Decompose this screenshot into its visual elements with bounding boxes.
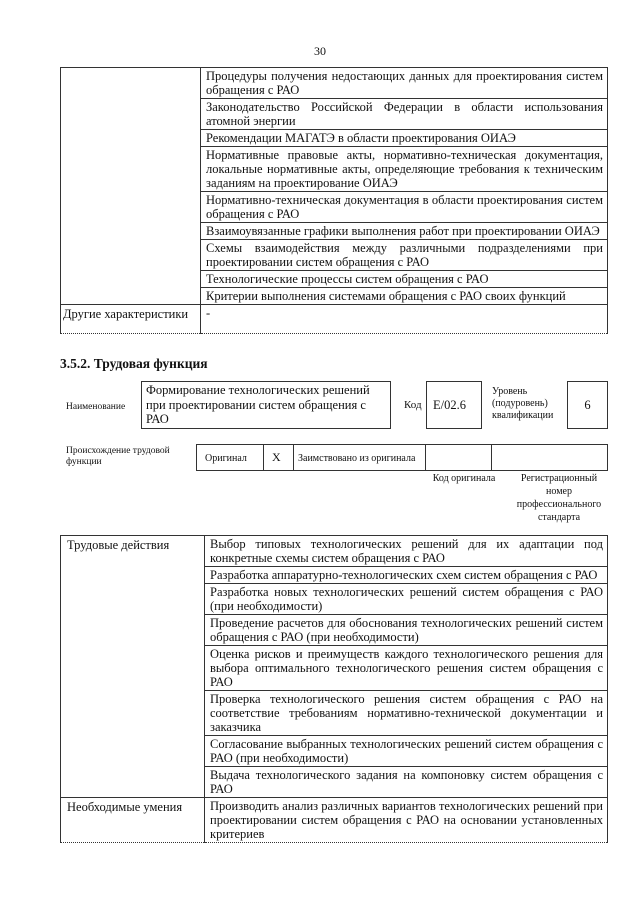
code-original-caption: Код оригинала bbox=[432, 473, 496, 484]
code-label: Код bbox=[404, 399, 422, 411]
action-item: Выдача технологического задания на компоновку систем обращения с РАО bbox=[205, 767, 608, 798]
origin-table bbox=[196, 444, 608, 471]
divider bbox=[263, 445, 264, 470]
divider bbox=[293, 445, 294, 470]
action-item: Проведение расчетов для обоснования технологических решений систем обращения с РАО (при необходимости) bbox=[205, 615, 608, 646]
borrowed-label: Заимствовано из оригинала bbox=[298, 453, 416, 464]
level-label: Уровень (подуровень) квалификации bbox=[492, 386, 554, 421]
table-row bbox=[61, 305, 608, 334]
other-characteristics-value: - bbox=[201, 305, 608, 334]
knowledge-item: Нормативные правовые акты, нормативно-техническая документация, локальные нормативные акты, определяющие требования к техническим заданиям на проектирование ОИАЭ bbox=[201, 147, 608, 192]
name-label: Наименование bbox=[66, 402, 126, 412]
other-characteristics-label: Другие характеристики bbox=[61, 305, 201, 334]
original-label: Оригинал bbox=[205, 453, 247, 464]
skill-item: Производить анализ различных вариантов технологических решений при проектировании систем обращения с РАО на основании установленных критериев bbox=[205, 798, 608, 843]
skills-label: Необходимые умения bbox=[61, 798, 205, 843]
table-row bbox=[61, 68, 608, 99]
original-mark: X bbox=[272, 450, 281, 464]
section-title: 3.5.2. Трудовая функция bbox=[60, 356, 208, 371]
knowledge-item: Процедуры получения недостающих данных для проектирования систем обращения с РАО bbox=[201, 68, 608, 99]
page-number: 30 bbox=[314, 44, 326, 58]
divider bbox=[425, 445, 426, 470]
knowledge-item: Технологические процессы систем обращения с РАО bbox=[201, 271, 608, 288]
function-name-box: Формирование технологических решений при проектировании систем обращения с РАО bbox=[141, 381, 391, 429]
reg-number-caption: Регистрационный номер профессионального стандарта bbox=[516, 473, 602, 523]
action-item: Разработка новых технологических решений систем обращения с РАО (при необходимости) bbox=[205, 584, 608, 615]
knowledge-item: Рекомендации МАГАТЭ в области проектирования ОИАЭ bbox=[201, 130, 608, 147]
action-item: Оценка рисков и преимуществ каждого технологического решения для выбора оптимального технологического решения систем обращения с РАО bbox=[205, 646, 608, 691]
knowledge-item: Критерии выполнения системами обращения с РАО своих функций bbox=[201, 288, 608, 305]
knowledge-item: Схемы взаимодействия между различными подразделениями при проектировании систем обращения с РАО bbox=[201, 240, 608, 271]
knowledge-item: Нормативно-техническая документация в области проектирования систем обращения с РАО bbox=[201, 192, 608, 223]
knowledge-table bbox=[60, 67, 608, 334]
action-item: Проверка технологического решения систем обращения с РАО на соответствие требованиям нормативно-технической документации и заказчика bbox=[205, 691, 608, 736]
table-row bbox=[61, 798, 608, 843]
knowledge-item: Законодательство Российской Федерации в области использования атомной энергии bbox=[201, 99, 608, 130]
action-item: Выбор типовых технологических решений для их адаптации под конкретные схемы систем обращения с РАО bbox=[205, 536, 608, 567]
divider bbox=[491, 445, 492, 470]
row-label-empty bbox=[61, 68, 201, 305]
origin-label: Происхождение трудовой функции bbox=[66, 446, 170, 467]
action-item: Разработка аппаратурно-технологических схем систем обращения с РАО bbox=[205, 567, 608, 584]
action-item: Согласование выбранных технологических решений систем обращения с РАО (при необходимости) bbox=[205, 736, 608, 767]
code-value-box: E/02.6 bbox=[426, 381, 482, 429]
level-value-box: 6 bbox=[567, 381, 608, 429]
table-row bbox=[61, 536, 608, 567]
function-details-table bbox=[60, 535, 608, 843]
knowledge-item: Взаимоувязанные графики выполнения работ при проектировании ОИАЭ bbox=[201, 223, 608, 240]
actions-label: Трудовые действия bbox=[61, 536, 205, 798]
